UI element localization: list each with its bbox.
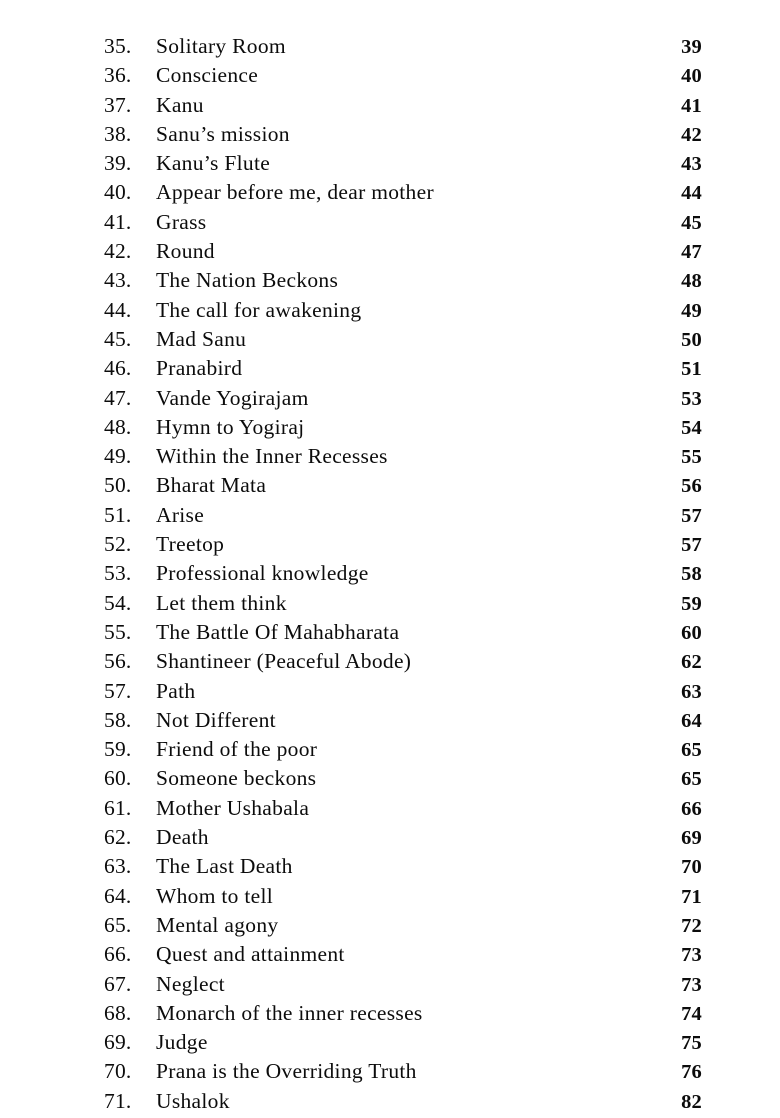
toc-entry-number: 42. — [104, 239, 132, 264]
toc-entry — [0, 1059, 780, 1088]
toc-entry-page-number: 63 — [681, 680, 702, 703]
toc-entry — [0, 210, 780, 239]
toc-entry — [0, 386, 780, 415]
toc-entry-page-number: 62 — [681, 651, 702, 674]
toc-entry-page-number: 55 — [681, 446, 702, 469]
toc-entry-number: 67. — [104, 971, 132, 996]
toc-entry — [0, 620, 780, 649]
toc-entry-title: Prana is the Overriding Truth — [156, 1059, 417, 1084]
toc-entry-page-number: 70 — [681, 856, 702, 879]
toc-entry-title: Whom to tell — [156, 883, 274, 908]
toc-entry-page-number: 48 — [681, 270, 702, 293]
toc-entry-page-number: 58 — [681, 563, 702, 586]
toc-entry — [0, 884, 780, 913]
toc-entry-number: 59. — [104, 737, 132, 762]
toc-entry-title: Appear before me, dear mother — [156, 180, 434, 205]
toc-entry-title: The Last Death — [156, 854, 293, 879]
toc-entry-number: 64. — [104, 883, 132, 908]
toc-entry-title: Let them think — [156, 590, 287, 615]
toc-entry-title: Arise — [156, 502, 205, 527]
toc-entry-number: 60. — [104, 766, 132, 791]
toc-entry-title: Mad Sanu — [156, 326, 247, 351]
toc-entry — [0, 180, 780, 209]
toc-entry — [0, 444, 780, 473]
toc-entry-title: Path — [156, 678, 196, 703]
toc-entry-page-number: 57 — [681, 504, 702, 527]
toc-entry — [0, 561, 780, 590]
toc-entry — [0, 913, 780, 942]
toc-entry-title: Not Different — [156, 707, 276, 732]
toc-entry-page-number: 73 — [681, 944, 702, 967]
toc-entry-title: The call for awakening — [156, 297, 362, 322]
toc-entry — [0, 34, 780, 63]
toc-entry-page-number: 57 — [681, 534, 702, 557]
toc-entry-page-number: 65 — [681, 768, 702, 791]
toc-entry-title: Ushalok — [156, 1088, 230, 1113]
toc-entry-page-number: 44 — [681, 182, 702, 205]
toc-entry-title: Round — [156, 239, 215, 264]
toc-entry-number: 71. — [104, 1088, 132, 1113]
toc-entry-number: 57. — [104, 678, 132, 703]
toc-entry-title: Treetop — [156, 532, 225, 557]
toc-entry-page-number: 49 — [681, 299, 702, 322]
toc-entry-page-number: 59 — [681, 592, 702, 615]
toc-entry-title: Hymn to Yogiraj — [156, 414, 305, 439]
toc-entry — [0, 649, 780, 678]
toc-entry-number: 61. — [104, 795, 132, 820]
toc-entry-title: Conscience — [156, 63, 259, 88]
table-of-contents-list — [0, 34, 780, 1118]
toc-entry — [0, 327, 780, 356]
toc-entry-title: Bharat Mata — [156, 473, 267, 498]
toc-entry — [0, 766, 780, 795]
toc-entry-number: 70. — [104, 1059, 132, 1084]
toc-entry — [0, 532, 780, 561]
toc-entry-number: 49. — [104, 444, 132, 469]
toc-entry-page-number: 64 — [681, 709, 702, 732]
toc-entry-title: Monarch of the inner recesses — [156, 1000, 423, 1025]
toc-entry-title: Shantineer (Peaceful Abode) — [156, 649, 412, 674]
toc-entry-title: Quest and attainment — [156, 942, 345, 967]
toc-entry-number: 44. — [104, 297, 132, 322]
toc-entry — [0, 93, 780, 122]
toc-entry — [0, 415, 780, 444]
toc-entry-page-number: 65 — [681, 739, 702, 762]
toc-entry — [0, 825, 780, 854]
toc-entry-number: 54. — [104, 590, 132, 615]
toc-entry — [0, 356, 780, 385]
toc-entry — [0, 796, 780, 825]
toc-entry-page-number: 51 — [681, 358, 702, 381]
toc-entry-number: 41. — [104, 209, 132, 234]
toc-entry — [0, 239, 780, 268]
toc-entry-page-number: 69 — [681, 827, 702, 850]
toc-entry-title: Professional knowledge — [156, 561, 369, 586]
toc-entry-title: Kanu’s Flute — [156, 151, 271, 176]
toc-entry — [0, 473, 780, 502]
toc-entry-page-number: 76 — [681, 1061, 702, 1084]
toc-entry-title: Friend of the poor — [156, 737, 318, 762]
toc-entry-number: 40. — [104, 180, 132, 205]
toc-entry-number: 62. — [104, 825, 132, 850]
toc-entry-title: Judge — [156, 1030, 208, 1055]
toc-entry-page-number: 42 — [681, 123, 702, 146]
toc-entry-page-number: 74 — [681, 1002, 702, 1025]
toc-entry-title: Mother Ushabala — [156, 795, 310, 820]
toc-entry-number: 56. — [104, 649, 132, 674]
toc-entry-page-number: 50 — [681, 328, 702, 351]
toc-entry-number: 66. — [104, 942, 132, 967]
toc-entry-page-number: 82 — [681, 1090, 702, 1113]
toc-entry-page-number: 71 — [681, 885, 702, 908]
toc-entry — [0, 679, 780, 708]
toc-entry-page-number: 56 — [681, 475, 702, 498]
toc-entry — [0, 298, 780, 327]
toc-entry-page-number: 53 — [681, 387, 702, 410]
toc-entry-page-number: 40 — [681, 65, 702, 88]
toc-entry — [0, 1089, 780, 1118]
toc-entry-page-number: 72 — [681, 914, 702, 937]
toc-entry-title: Someone beckons — [156, 766, 317, 791]
toc-entry-page-number: 66 — [681, 797, 702, 820]
toc-entry — [0, 708, 780, 737]
toc-entry-title: Vande Yogirajam — [156, 385, 309, 410]
toc-entry-page-number: 43 — [681, 153, 702, 176]
toc-entry — [0, 854, 780, 883]
toc-entry-page-number: 47 — [681, 241, 702, 264]
toc-entry-page-number: 75 — [681, 1032, 702, 1055]
toc-entry — [0, 1030, 780, 1059]
toc-entry-number: 65. — [104, 912, 132, 937]
toc-entry-number: 45. — [104, 326, 132, 351]
toc-entry-number: 47. — [104, 385, 132, 410]
toc-entry-page-number: 39 — [681, 36, 702, 58]
toc-entry-title: Sanu’s mission — [156, 121, 290, 146]
toc-entry-title: Neglect — [156, 971, 225, 996]
toc-entry — [0, 1001, 780, 1030]
toc-entry-title: Mental agony — [156, 912, 279, 937]
toc-entry-page-number: 45 — [681, 211, 702, 234]
toc-entry-title: Solitary Room — [156, 34, 286, 58]
toc-entry-number: 35. — [104, 34, 132, 58]
toc-entry-title: Pranabird — [156, 356, 243, 381]
toc-entry-number: 36. — [104, 63, 132, 88]
toc-entry-page-number: 60 — [681, 621, 702, 644]
toc-entry-title: Death — [156, 825, 209, 850]
toc-entry-number: 43. — [104, 268, 132, 293]
toc-entry-number: 38. — [104, 121, 132, 146]
toc-entry-number: 46. — [104, 356, 132, 381]
toc-entry — [0, 591, 780, 620]
toc-entry-title: Kanu — [156, 92, 204, 117]
toc-entry-number: 37. — [104, 92, 132, 117]
toc-entry-number: 63. — [104, 854, 132, 879]
toc-entry-number: 55. — [104, 619, 132, 644]
toc-entry-number: 51. — [104, 502, 132, 527]
toc-entry — [0, 972, 780, 1001]
toc-entry-page-number: 54 — [681, 416, 702, 439]
toc-entry — [0, 942, 780, 971]
toc-entry-page-number: 73 — [681, 973, 702, 996]
toc-entry-number: 58. — [104, 707, 132, 732]
toc-entry-number: 69. — [104, 1030, 132, 1055]
toc-entry-title: Grass — [156, 209, 207, 234]
toc-entry-title: The Nation Beckons — [156, 268, 339, 293]
toc-entry — [0, 63, 780, 92]
toc-entry-number: 50. — [104, 473, 132, 498]
toc-entry-number: 52. — [104, 532, 132, 557]
toc-entry-title: Within the Inner Recesses — [156, 444, 388, 469]
toc-entry-title: The Battle Of Mahabharata — [156, 619, 400, 644]
toc-entry-number: 39. — [104, 151, 132, 176]
toc-entry — [0, 737, 780, 766]
toc-entry — [0, 122, 780, 151]
toc-entry-number: 53. — [104, 561, 132, 586]
toc-entry-number: 68. — [104, 1000, 132, 1025]
toc-entry — [0, 503, 780, 532]
toc-entry — [0, 151, 780, 180]
toc-entry-number: 48. — [104, 414, 132, 439]
toc-entry-page-number: 41 — [681, 94, 702, 117]
toc-entry — [0, 268, 780, 297]
